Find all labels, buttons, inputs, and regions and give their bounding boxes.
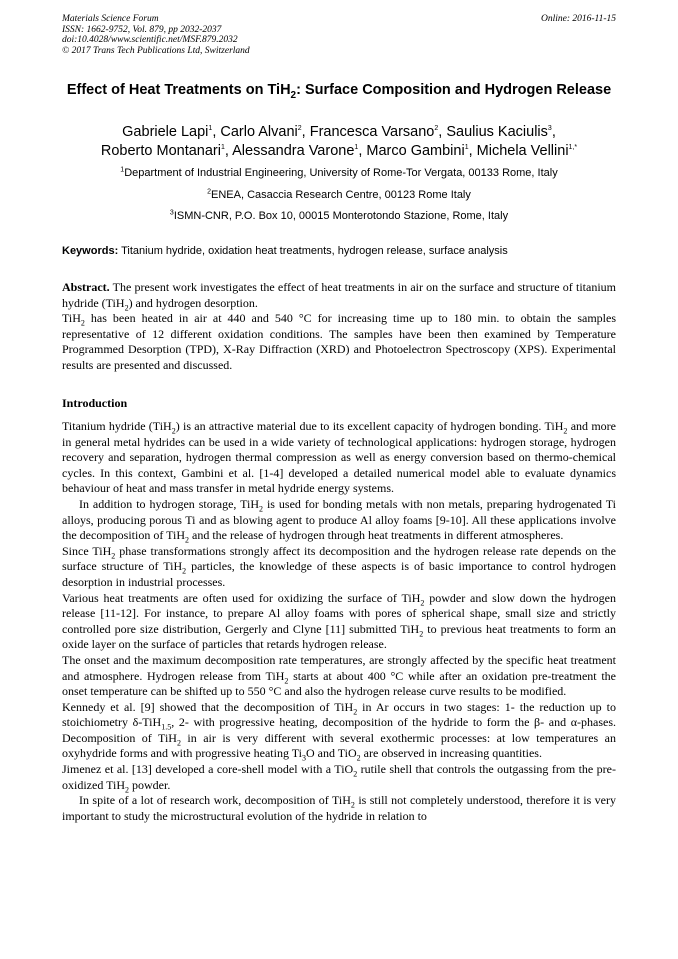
author: Michela Vellini [476,143,569,159]
abstract-paragraph: TiH$_2$ has been heated in air at 440 and 540 °C for increasing time up to 180 min. to obtain the samples representative of 12 different oxidation conditions. The samples have been then examined by Temperature Programmed Desorption (TPD), X-Ray Diffraction (XRD) and Photoelectron Spectroscopy (XPS). Experimental results are presented and discussed. [62,311,616,372]
abstract-label: Abstract. [62,280,110,294]
journal-copyright: © 2017 Trans Tech Publications Ltd, Switzerland [62,45,250,56]
author: Francesca Varsano [309,124,435,140]
keywords-text: Titanium hydride, oxidation heat treatments, hydrogen release, surface analysis [118,245,508,257]
affiliation-3: $^3$ISMN-CNR, P.O. Box 10, 00015 Monterotondo Stazione, Rome, Italy [169,209,509,222]
abstract-paragraph: Abstract. The present work investigates the effect of heat treatments in air on the surface and structure of titanium hydride (TiH$_2$) and hydrogen desorption. [62,280,616,312]
section-heading: Introduction [62,396,128,410]
author: Gabriele Lapi [122,124,209,140]
paragraph: Kennedy et al. [9] showed that the decomposition of TiH$_2$ in Ar occurs in two stages: 1- the reduction up to stoichiometry δ-TiH$_{1.5}$, 2- with progressive heating, decomposition of the hydride to form the β- and α-phases. Decomposition of TiH$_2$ in air is very different with several exothermic processes: at low temperatures an oxyhydride forms and with progressive heating $Ti_3O$ and TiO$_2$ are observed in increasing quantities. [62,699,617,763]
paragraph: Various heat treatments are often used for oxidizing the surface of TiH$_2$ powder and slow down the hydrogen release [11-12]. For instance, to prepare Al alloy foams with pores of spherical shape, small size and strictly controlled pore size distribution, Gergerly and Clyne [11] submitted TiH$_2$ to previous heat treatments to form an oxide layer on the surface of particles that retards hydrogen release. [62,590,617,652]
journal-doi: doi:10.4028/www.scientific.net/MSF.879.2032 [62,35,238,45]
paragraph: In spite of a lot of research work, decomposition of TiH$_2$ is still not completely understood, therefore it is very important to study the microstructural evolution of the hydride in relation to [62,793,617,823]
affiliation-1: $^1$Department of Industrial Engineering, University of Rome-Tor Vergata, 00133 Rome, Italy [120,166,558,179]
author-list: Gabriele Lapi$^1$, Carlo Alvani$^2$, Francesca Varsano$^2$, Saulius Kaciulis$^3$, Roberto Montanari$^1$, Alessandra Varone$^1$, Marco Gambini$^1$, Michela Vellini$^{1,*}$ [100,124,578,159]
author: Marco Gambini [366,143,465,159]
author: Alessandra Varone [232,143,355,159]
author: Roberto Montanari [100,143,221,159]
author: Saulius Kaciulis [446,124,548,140]
paper-title: Effect of Heat Treatments on TiH$_2$: Surface Composition and Hydrogen Release [66,82,612,101]
journal-name: Materials Science Forum [62,14,159,24]
author: Carlo Alvani [220,124,298,140]
paragraph: Since TiH$_2$ phase transformations strongly affect its decomposition and the hydrogen release rate depends on the surface structure of TiH$_2$ particles, the knowledge of these aspects is of basic importance to control hydrogen desorption in industrial processes. [62,543,617,589]
abstract [62,280,616,374]
journal-issn: ISSN: 1662-9752, Vol. 879, pp 2032-2037 [62,24,222,35]
affiliation-2: $^2$ENEA, Casaccia Research Centre, 00123 Rome Italy [207,188,471,201]
keywords [62,245,616,257]
paragraph: The onset and the maximum decomposition rate temperatures, are strongly affected by the specific heat treatment and atmosphere. Hydrogen release from TiH$_2$ starts at about 400 °C while after an oxidation pre-treatment the onset temperature can be shifted up to 550 °C and also the hydrogen release curve results to be modified. [62,652,616,699]
paragraph: Titanium hydride (TiH$_2$) is an attractive material due to its excellent capacity of hydrogen bonding. TiH$_2$ and more in general metal hydrides can be used in a wide variety of technological applications: hydrogen storage, hydrogen recovery and separation, hydrogen thermal compression as well as energy conversion based on thermo-chemical cycles. In this context, Gambini et al. [1-4] developed a detailed numerical model able to evaluate dynamics behaviour of heat and mass transfer in metal hydride energy systems. [62,419,616,496]
paragraph: Jimenez et al. [13] developed a core-shell model with a TiO$_2$ rutile shell that controls the outgassing from the pre-oxidized TiH$_2$ powder. [62,762,616,795]
introduction-body [62,419,616,824]
paragraph: In addition to hydrogen storage, TiH$_2$ is used for bonding metals with non metals, preparing hydrogenated Ti alloys, producing porous Ti and as blowing agent to produce Al alloy foams [9-10]. All these applications involve the decomposition of TiH$_2$ and the release of hydrogen through heat treatments in different atmospheres. [62,496,616,545]
online-date: Online: 2016-11-15 [540,14,616,24]
keywords-label: Keywords: [62,245,119,257]
journal-meta [62,14,250,56]
